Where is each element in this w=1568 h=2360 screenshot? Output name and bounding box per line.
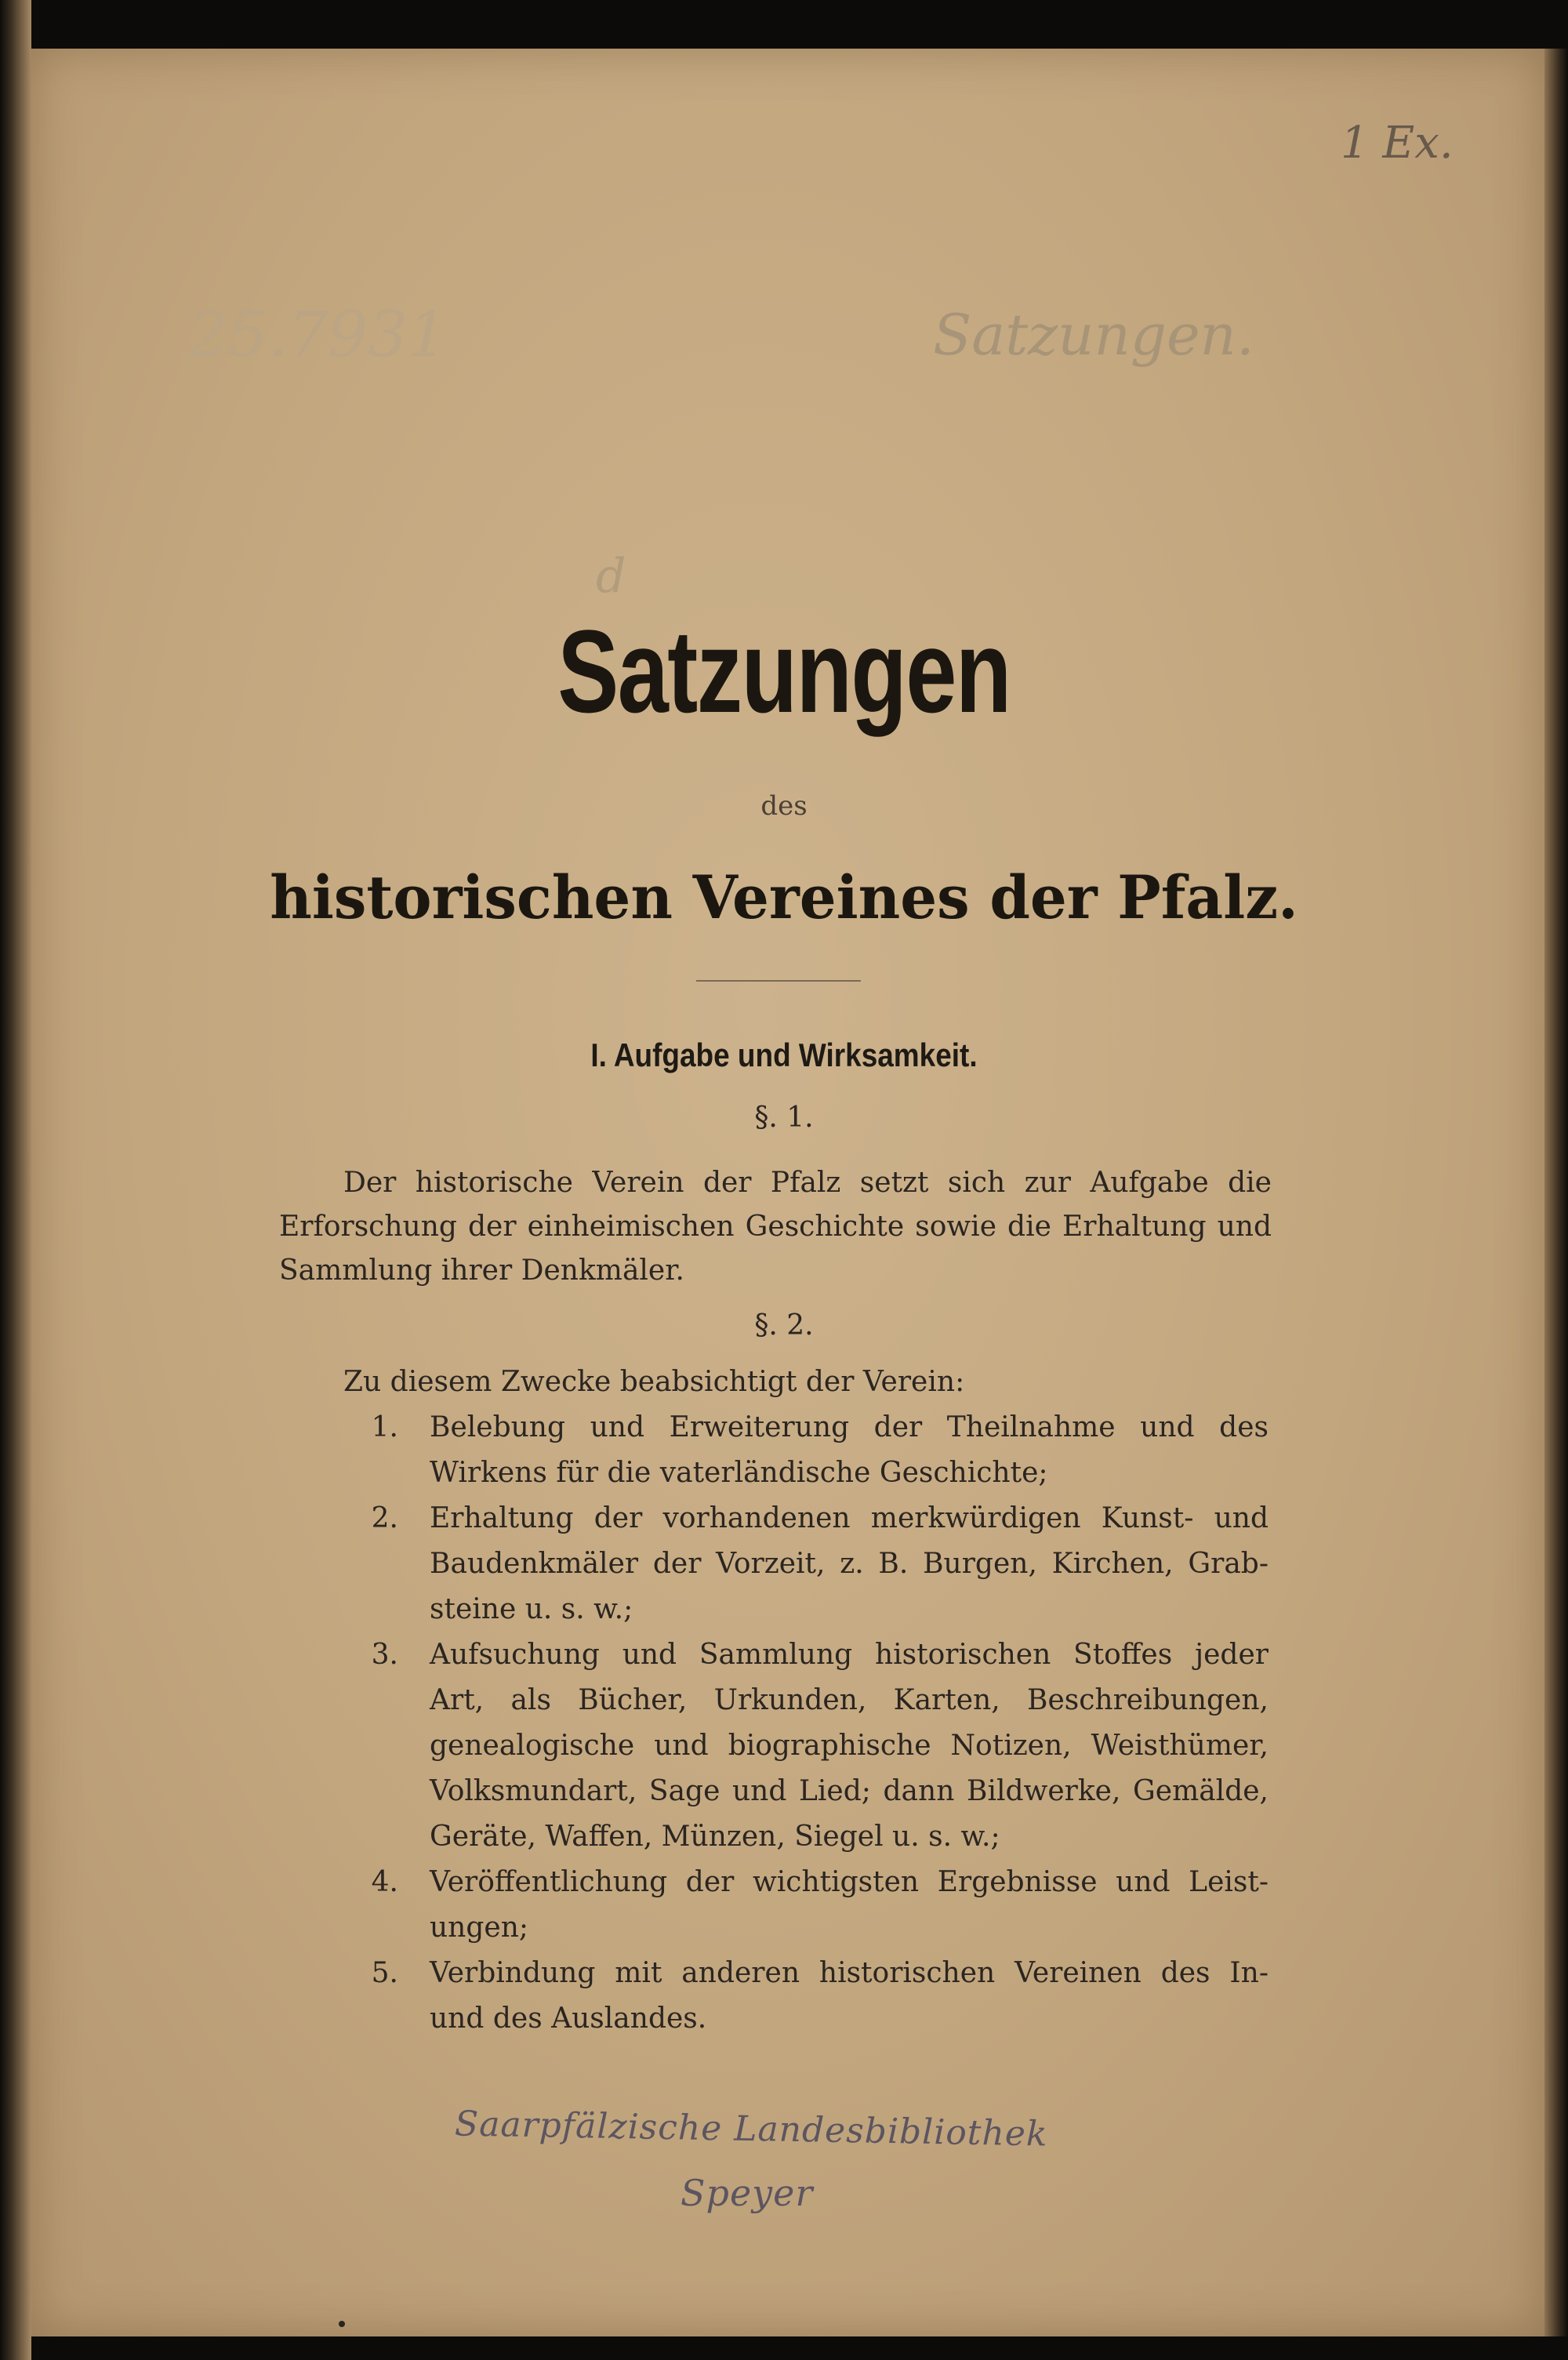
decorative-rule <box>696 980 861 982</box>
list-item-line: Baudenkmäler der Vorzeit, z. B. Burgen, Kirchen, Grab- <box>430 1548 1269 1580</box>
list-item-line: Volksmundart, Sage und Lied; dann Bildwerke, Gemälde, <box>430 1775 1269 1807</box>
list-item-line: Wirkens für die vaterländische Geschichte; <box>430 1457 1048 1489</box>
margin-mark: d <box>596 549 626 604</box>
handwritten-title-annotation: Satzungen. <box>933 302 1254 368</box>
library-stamp-line-1: Saarpfälzische Landesbibliothek <box>454 2104 1048 2155</box>
list-item-line: genealogische und biographische Notizen, Weisthümer, <box>430 1730 1269 1762</box>
paragraph-1-line: Der historische Verein der Pfalz setzt sich zur Aufgabe die <box>343 1167 1272 1199</box>
shelfmark-annotation: 25.7931 <box>188 298 448 371</box>
page-right-edge <box>1544 49 1568 2336</box>
list-item-line: Art, als Bücher, Urkunden, Karten, Beschreibungen, <box>430 1684 1269 1716</box>
library-stamp-line-2: Speyer <box>681 2172 814 2214</box>
list-item-number: 4. <box>371 1866 398 1898</box>
paragraph-1-label: §. 1. <box>754 1102 814 1134</box>
list-item-line: Geräte, Waffen, Münzen, Siegel u. s. w.; <box>430 1821 1000 1853</box>
list-item-number: 2. <box>371 1502 398 1534</box>
paragraph-1-line: Sammlung ihrer Denkmäler. <box>279 1254 684 1287</box>
list-item-number: 1. <box>371 1411 398 1443</box>
title-connector: des <box>760 790 808 822</box>
paragraph-1-line: Erforschung der einheimischen Geschichte sowie die Erhaltung und <box>279 1211 1272 1243</box>
paragraph-2-label: §. 2. <box>754 1309 814 1342</box>
list-item-line: ungen; <box>430 1912 529 1944</box>
list-item-line: Aufsuchung und Sammlung historischen Stoffes jeder <box>430 1639 1269 1671</box>
page-subtitle: historischen Vereines der Pfalz. <box>270 862 1298 932</box>
list-item-line: und des Auslandes. <box>430 2002 707 2035</box>
list-item-line: Erhaltung der vorhandenen merkwürdigen Kunst- und <box>430 1502 1269 1534</box>
list-item-number: 3. <box>371 1639 398 1671</box>
page-speck <box>339 2321 345 2327</box>
page-title: Satzungen <box>557 605 1011 737</box>
copy-count-annotation: 1 Ex. <box>1341 118 1454 169</box>
list-item-number: 5. <box>371 1957 398 1989</box>
list-item-line: steine u. s. w.; <box>430 1593 633 1625</box>
list-item-line: Verbindung mit anderen historischen Vereinen des In- <box>430 1957 1269 1989</box>
scanner-left-strip <box>0 0 31 2360</box>
list-item-line: Belebung und Erweiterung der Theilnahme und des <box>430 1411 1269 1443</box>
section-heading: I. Aufgabe und Wirksamkeit. <box>590 1037 978 1073</box>
paragraph-2-intro: Zu diesem Zwecke beabsichtigt der Verein: <box>343 1366 965 1398</box>
list-item-line: Veröffentlichung der wichtigsten Ergebnisse und Leist- <box>430 1866 1269 1898</box>
